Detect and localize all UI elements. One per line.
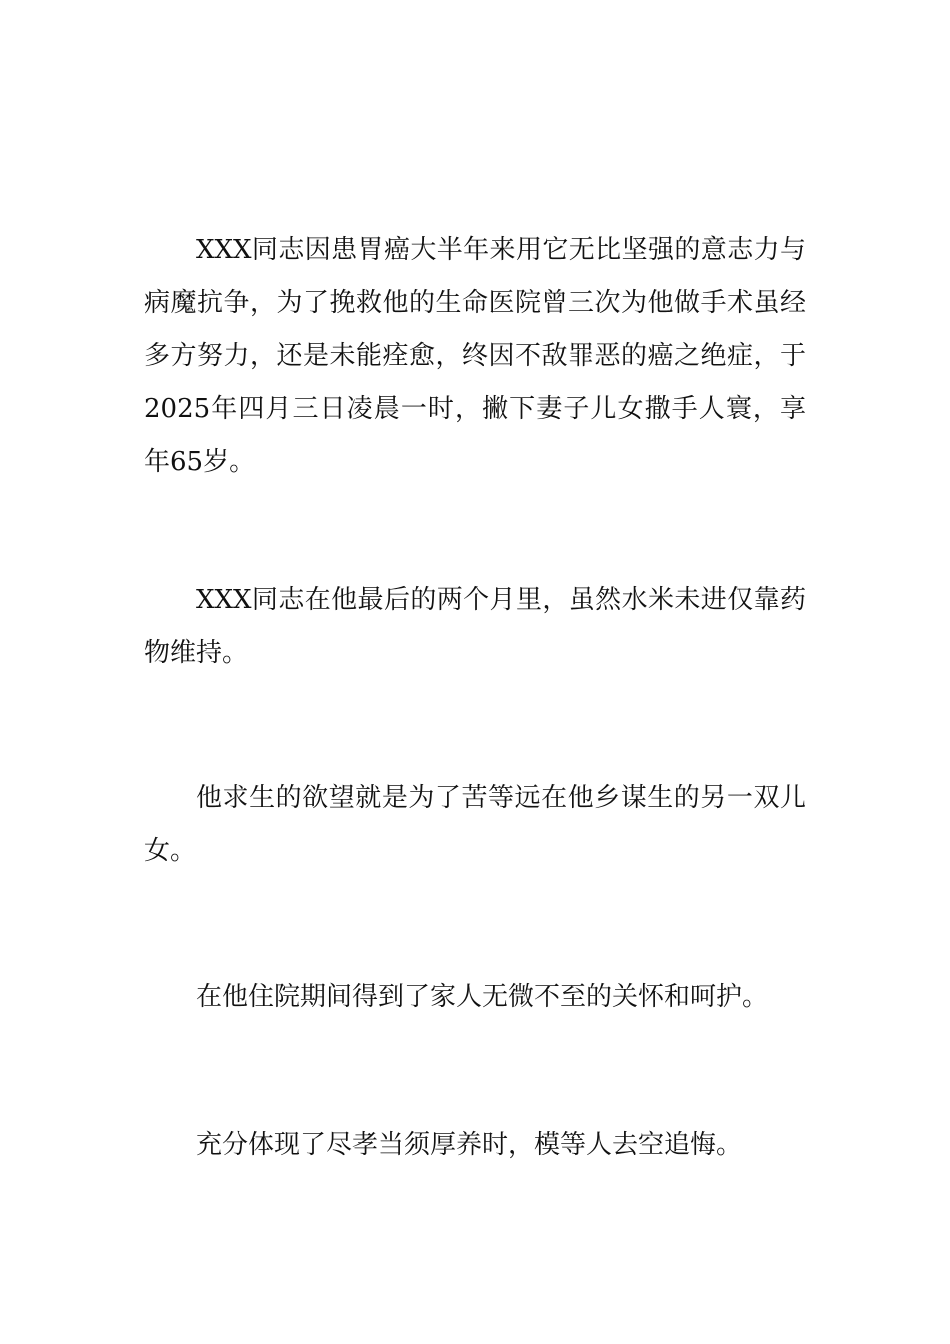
paragraph-4: 在他住院期间得到了家人无微不至的关怀和呵护。	[196, 982, 769, 1012]
paragraph-2: XXX同志在他最后的两个月里，虽然水米未进仅靠药物维持。	[144, 585, 806, 668]
paragraph-1: XXX同志因患胃癌大半年来用它无比坚强的意志力与病魔抗争，为了挽救他的生命医院曾三次为他做手术虽经多方努力，还是未能痊愈，终因不敌罪恶的癌之绝症，于2025年四月三日凌晨一时，撇下妻子儿女撒手人寰，享年65岁。	[144, 235, 806, 477]
paragraph-3: 他求生的欲望就是为了苦等远在他乡谋生的另一双儿女。	[144, 783, 806, 866]
paragraph-5: 充分体现了尽孝当须厚养时，模等人去空追悔。	[196, 1130, 743, 1160]
